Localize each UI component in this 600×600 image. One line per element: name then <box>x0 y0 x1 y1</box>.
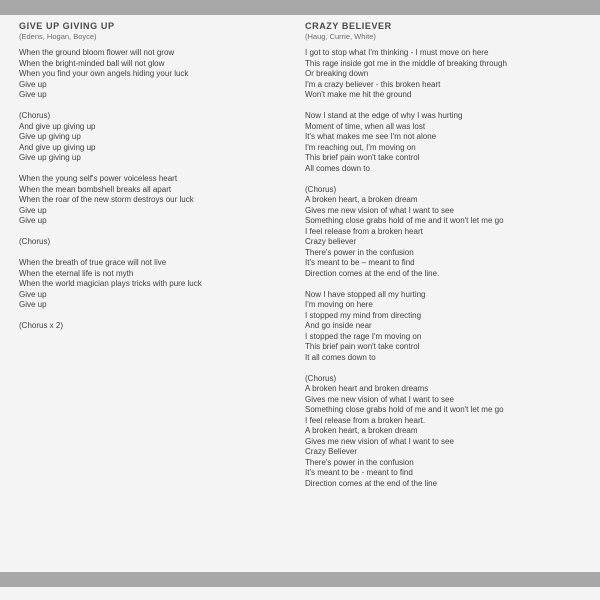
lyric-line: Gives me new vision of what I want to see <box>305 394 454 404</box>
lyric-line: It's what makes me see I'm not alone <box>305 132 437 141</box>
lyric-line: (Chorus x 2) <box>19 321 64 330</box>
song-credits: (Haug, Currie, White) <box>305 32 376 41</box>
song-title: CRAZY BELIEVER <box>305 21 392 31</box>
lyrics-list <box>305 48 595 489</box>
lyric-line: Give up giving up <box>19 153 81 162</box>
lyric-line: It's meant to be – meant to find <box>305 258 415 267</box>
lyrics-list <box>19 48 289 332</box>
lyric-line: Now I stand at the edge of why I was hurting <box>305 111 463 120</box>
lyric-line: A broken heart and broken dreams <box>305 384 429 393</box>
lyric-line: And give up giving up <box>19 121 96 131</box>
lyric-line: All comes down to <box>305 163 370 173</box>
song-column-crazy-believer <box>305 20 595 489</box>
lyric-line: I'm reaching out, I'm moving on <box>305 142 416 152</box>
lyric-line: Gives me new vision of what I want to see <box>305 436 454 446</box>
lyric-line: Gives me new vision of what I want to see <box>305 205 454 215</box>
lyric-line: When the roar of the new storm destroys our luck <box>19 195 194 204</box>
lyric-line: Give up <box>19 79 47 89</box>
stanza-break <box>19 227 289 238</box>
lyric-line: Give up <box>19 300 47 309</box>
lyric-line: When you find your own angels hiding your luck <box>19 69 189 78</box>
stanza-break <box>305 101 595 112</box>
lyric-line: Now I have stopped all my hurting <box>305 289 426 299</box>
lyric-line: And give up giving up <box>19 142 96 152</box>
lyric-line: I stopped my mind from directing <box>305 310 422 320</box>
lyric-line: When the ground bloom flower will not grow <box>19 48 175 57</box>
lyric-line: Crazy Believer <box>305 447 358 456</box>
lyric-line: It's meant to be - meant to find <box>305 468 413 477</box>
lyric-line: Give up <box>19 90 47 99</box>
lyric-line: (Chorus) <box>19 111 51 120</box>
song-credits: (Edens, Hogan, Boyce) <box>19 32 97 41</box>
lyric-line: A broken heart, a broken dream <box>305 426 418 435</box>
lyric-line: This brief pain won't take control <box>305 153 420 162</box>
lyric-line: Something close grabs hold of me and it won't let me go <box>305 405 504 414</box>
lyric-line: Won't make me hit the ground <box>305 90 412 99</box>
lyric-line: I feel release from a broken heart <box>305 226 423 236</box>
lyric-line: Give up giving up <box>19 132 81 141</box>
lyric-line: Or breaking down <box>305 69 369 78</box>
lyric-line: It all comes down to <box>305 352 376 362</box>
lyric-line: I stopped the rage I'm moving on <box>305 331 422 341</box>
song-column-give-up-giving-up <box>19 20 289 332</box>
lyric-line: When the eternal life is not myth <box>19 268 134 278</box>
stanza-break <box>19 248 289 259</box>
lyric-line: There's power in the confusion <box>305 247 414 257</box>
lyric-line: (Chorus) <box>305 184 337 194</box>
lyric-line: Moment of time, when all was lost <box>305 121 426 131</box>
lyric-line: I'm moving on here <box>305 300 373 309</box>
lyric-line: Give up <box>19 289 47 299</box>
lyric-line: When the mean bombshell breaks all apart <box>19 184 172 194</box>
lyric-line: When the world magician plays tricks with pure luck <box>19 279 202 288</box>
lyric-line: Something close grabs hold of me and it won't let me go <box>305 216 504 225</box>
lyric-line: When the bright-minded ball will not glow <box>19 58 165 68</box>
lyric-line: (Chorus) <box>19 237 51 246</box>
lyric-line: Crazy believer <box>305 237 357 246</box>
stanza-break <box>305 174 595 185</box>
lyric-line: When the young self's power voiceless heart <box>19 174 178 183</box>
stanza-break <box>19 101 289 112</box>
lyric-line: Give up <box>19 216 47 225</box>
lyric-line: I got to stop what I'm thinking - I must move on here <box>305 48 489 57</box>
lyric-line: I feel release from a broken heart. <box>305 415 426 425</box>
lyric-line: There's power in the confusion <box>305 457 414 467</box>
stanza-break <box>19 311 289 322</box>
lyric-line: Direction comes at the end of the line <box>305 478 438 488</box>
lyric-line: This rage inside got me in the middle of breaking through <box>305 58 507 68</box>
stanza-break <box>19 164 289 175</box>
song-title: GIVE UP GIVING UP <box>19 21 115 31</box>
lyric-line: Give up <box>19 205 47 215</box>
stanza-break <box>305 363 595 374</box>
lyric-line: (Chorus) <box>305 373 337 383</box>
stanza-break <box>305 279 595 290</box>
lyric-line: I'm a crazy believer - this broken heart <box>305 79 441 89</box>
lyric-line: This brief pain won't take control <box>305 342 420 351</box>
lyric-line: And go inside near <box>305 321 372 330</box>
lyric-line: A broken heart, a broken dream <box>305 195 418 204</box>
lyric-line: Direction comes at the end of the line. <box>305 268 440 278</box>
top-gray-band <box>0 0 600 15</box>
bottom-gray-band <box>0 572 600 587</box>
lyric-line: When the breath of true grace will not live <box>19 258 167 267</box>
